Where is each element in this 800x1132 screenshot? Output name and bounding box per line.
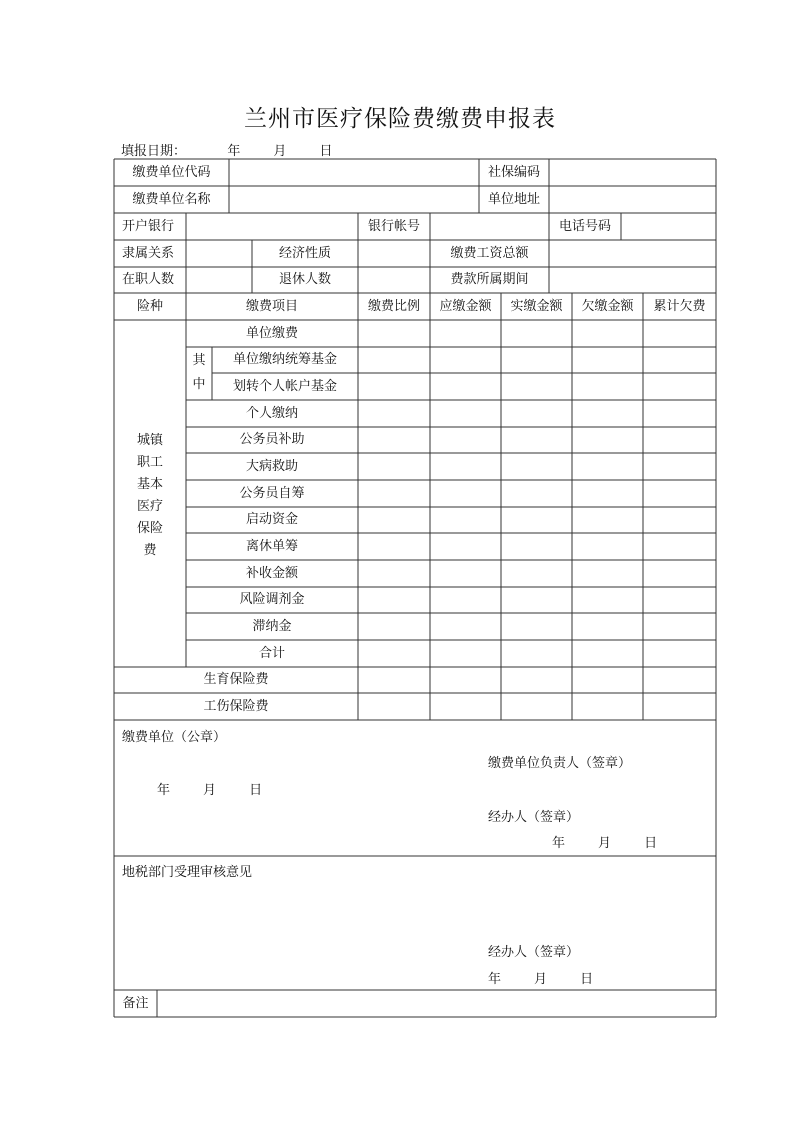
- handler-signature-label: 经办人（签章）: [488, 810, 580, 825]
- item-startup-fund: 启动资金: [245, 512, 298, 527]
- category-char: 费: [143, 543, 157, 558]
- item-personal-pay: 个人缴纳: [245, 406, 298, 421]
- item-maternity: 生育保险费: [203, 672, 269, 687]
- label-period: 费款所属期间: [450, 272, 529, 287]
- category-char: 职工: [136, 455, 163, 470]
- header-insurance-type: 险种: [136, 299, 163, 314]
- header-item: 缴费项目: [245, 299, 298, 314]
- label-unit-name: 缴费单位名称: [132, 192, 211, 207]
- tax-date: 年 月 日: [488, 972, 594, 987]
- label-phone: 电话号码: [558, 219, 611, 234]
- header-cumulative: 累计欠费: [653, 299, 706, 314]
- header-owed: 欠缴金额: [581, 299, 634, 314]
- item-risk-fund: 风险调剂金: [239, 592, 305, 607]
- tax-handler-signature-label: 经办人（签章）: [488, 945, 580, 960]
- form-title: 兰州市医疗保险费缴费申报表: [244, 106, 556, 132]
- item-work-injury: 工伤保险费: [203, 699, 269, 714]
- unit-head-signature-label: 缴费单位负责人（签章）: [488, 756, 632, 771]
- qizhong-char: 其: [192, 353, 206, 368]
- tax-opinion-label: 地税部门受理审核意见: [122, 865, 253, 880]
- item-total: 合计: [258, 646, 285, 661]
- item-late-fee: 滞纳金: [252, 619, 292, 634]
- label-bank: 开户银行: [122, 219, 175, 234]
- item-unit-pay: 单位缴费: [245, 326, 298, 341]
- item-civil-self: 公务员自筹: [239, 486, 305, 501]
- category-char: 基本: [136, 477, 163, 492]
- category-char: 保险: [136, 521, 163, 536]
- header-paid: 实缴金额: [510, 299, 563, 314]
- item-serious-illness: 大病救助: [245, 459, 298, 474]
- item-unit-pooling-fund: 单位缴纳统筹基金: [232, 352, 337, 367]
- label-unit-code: 缴费单位代码: [132, 165, 211, 180]
- label-economic-type: 经济性质: [278, 246, 331, 261]
- label-retirees: 退休人数: [278, 272, 331, 287]
- label-affiliation: 隶属关系: [122, 246, 175, 261]
- date-left: 年 月 日: [157, 783, 263, 798]
- label-bank-account: 银行帐号: [367, 219, 420, 234]
- category-label: [130, 430, 170, 562]
- category-char: 城镇: [136, 433, 163, 448]
- date-right: 年 月 日: [552, 836, 658, 851]
- label-wage-total: 缴费工资总额: [450, 246, 529, 261]
- remark-label: 备注: [122, 996, 149, 1011]
- header-ratio: 缴费比例: [367, 299, 420, 314]
- category-char: 医疗: [136, 499, 163, 514]
- header-due: 应缴金额: [439, 299, 492, 314]
- watermark: www.ldoc.cn: [300, 520, 585, 569]
- fill-date-label: 填报日期： 年 月 日: [121, 144, 333, 159]
- label-social-code: 社保编码: [487, 165, 540, 180]
- label-unit-address: 单位地址: [487, 192, 540, 207]
- item-retired-pooling: 离休单筹: [245, 539, 298, 554]
- label-employees: 在职人数: [122, 272, 175, 287]
- item-civil-subsidy: 公务员补助: [239, 432, 305, 447]
- item-supplement: 补收金额: [245, 566, 298, 581]
- item-personal-account-transfer: 划转个人帐户基金: [232, 379, 337, 394]
- unit-seal-label: 缴费单位（公章）: [122, 730, 227, 745]
- qizhong-char: 中: [192, 377, 206, 392]
